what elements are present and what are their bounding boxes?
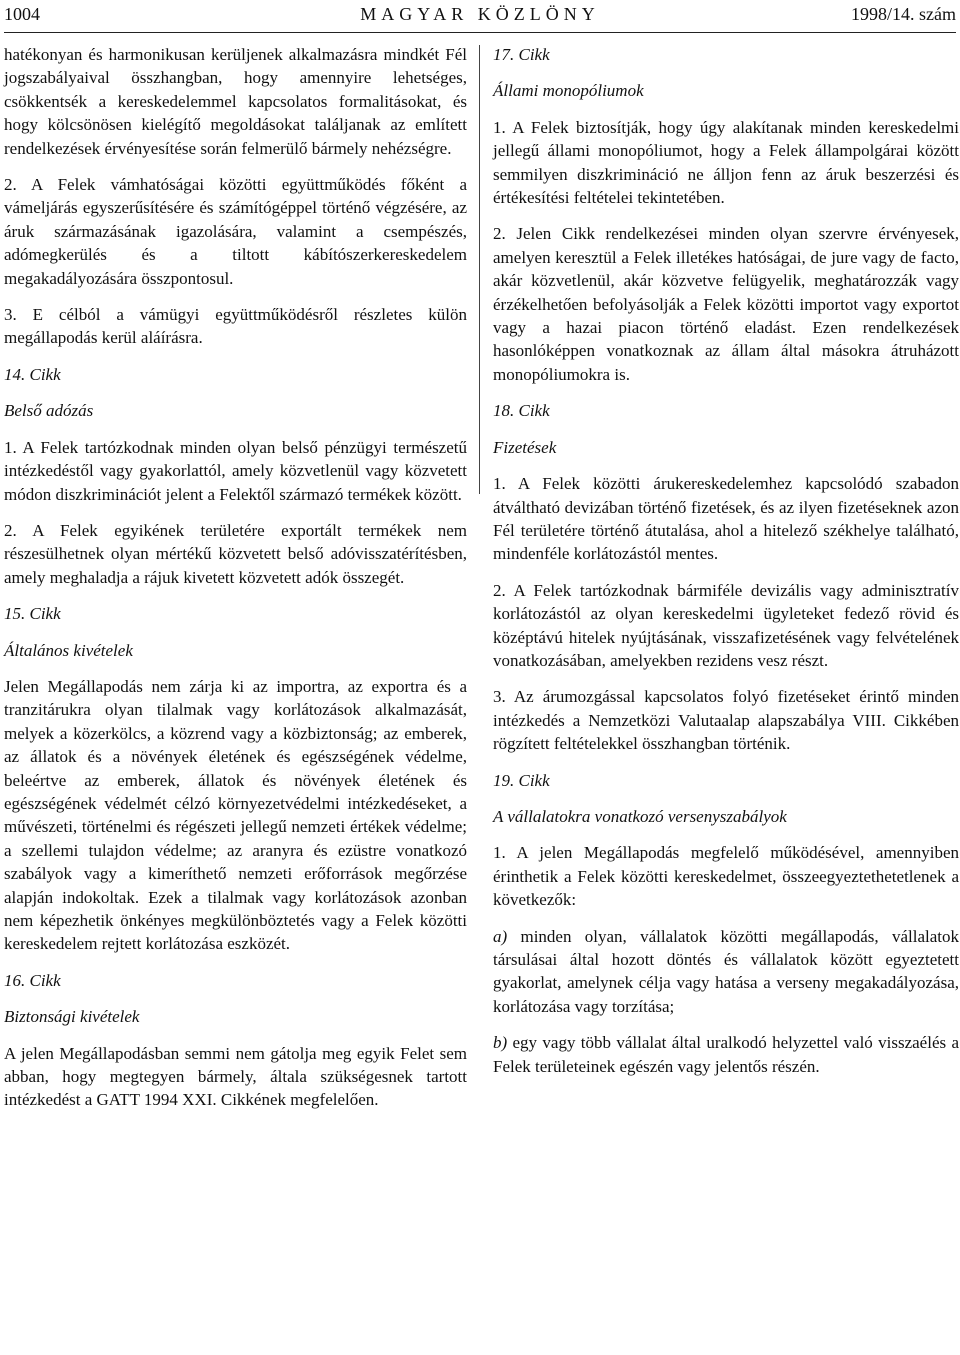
paragraph: hatékonyan és harmonikusan kerüljenek alkalmazásra mindkét Fél jogszabályaival összhangban, hogy amennyire lehetséges, csökkentsék a kereskedelemmel kapcsolatos formalitásokat, és hogy kölcsönösen kielégítő megoldásokat találjanak az említett rendelkezések érvényesítése során felmerülő bármely nehézségre. (4, 45, 467, 158)
article-number: 19. Cikk (493, 770, 550, 790)
article-number: 17. Cikk (493, 45, 550, 64)
paragraph: A jelen Megállapodásban semmi nem gátolja meg egyik Felet sem abban, hogy megtegyen bármely, általa szükségesnek tartott intézkedést a GATT 1994 XXI. Cikkének megfelelően. (4, 1043, 467, 1110)
header-rule (4, 32, 956, 33)
journal-title: MAGYAR KÖZLÖNY (360, 4, 600, 24)
article-title: Biztonsági kivételek (4, 1007, 140, 1027)
list-item (493, 925, 959, 1019)
paragraph: 3. Az árumozgással kapcsolatos folyó fizetéseket érintő minden intézkedés a Nemzetközi Valutaalap alapszabálya VIII. Cikkében rögzített feltételekkel összhangban történik. (493, 687, 959, 754)
list-item-text: egy vagy több vállalat által uralkodó helyzettel való visszaélés a Felek területeinek egészén vagy jelentős részén. (493, 1033, 959, 1076)
article-number: 18. Cikk (493, 401, 550, 421)
paragraph: 1. A Felek tartózkodnak minden olyan belső pénzügyi természetű intézkedéstől vagy gyakorlattól, amely közvetlenül vagy közvetett módon diszkriminációt jelent a Felektől származó termékek között. (4, 437, 467, 504)
article-title: Állami monopóliumok (493, 81, 644, 101)
list-item-text: minden olyan, vállalatok közötti megállapodás, vállalatok társulásai által hozott döntés és vállalatok között egyeztetett gyakorlat, amelynek célja vagy hatása a verseny megakadályozása, korlátozása vagy torzítása; (493, 926, 960, 1016)
list-marker: a) (493, 926, 508, 946)
article-number: 14. Cikk (4, 364, 61, 384)
paragraph: 2. A Felek egyikének területére exportált termékek nem részesülhetnek olyan mértékű közvetett belső adóvisszatérítésben, amely meghaladja a rájuk kivetett közvetett adók összegét. (4, 520, 467, 587)
article-title: A vállalatokra vonatkozó versenyszabályok (493, 806, 787, 826)
list-marker: b) (493, 1033, 508, 1053)
article-title: Fizetések (493, 437, 557, 457)
article-number: 15. Cikk (4, 604, 61, 624)
column-divider (479, 45, 480, 494)
paragraph: 2. A Felek tartózkodnak bármiféle devizális vagy adminisztratív korlátozástól az olyan kereskedelmi ügyleteket fedező rövid és középtávú hitelek nyújtásának, visszafizetésének vagy felvételének vonatkozásában, amelyekben rezidens vesz részt. (493, 580, 959, 670)
paragraph: 1. A Felek közötti árukereskedelemhez kapcsolódó szabadon átváltható devizában történő fizetések, és az ilyen fizetéseknek azon Fél területére történő átutalása, ahol a hitelező székhelye található, mindenféle korlátozástól mentes. (493, 474, 959, 564)
article-number: 16. Cikk (4, 970, 61, 990)
article-title: Belső adózás (4, 401, 94, 421)
left-column (4, 43, 467, 1125)
paragraph: 3. E célból a vámügyi együttműködésről részletes külön megállapodás kerül aláírásra. (4, 305, 467, 348)
paragraph: 2. Jelen Cikk rendelkezései minden olyan szervre érvényesek, amelyen keresztül a Felek illetékes hatóságai, de jure vagy de facto, akár közvetlenül, akár közvetve felügyelik, meghatározzák vagy érzékelhetően befolyásolják a Felek közötti importot vagy exportot vagy a hazai piacon történő eladást. Ezen rendelkezések hasonlóképpen vonatkoznak az állam által másokra átruházott monopóliumokra is. (493, 224, 959, 384)
right-column (493, 43, 959, 1091)
paragraph: Jelen Megállapodás nem zárja ki az importra, az exportra és a tranzitárukra olyan tilalmak vagy korlátozások alkalmazását, melyek a közerkölcs, a közrend vagy a közbiztonság; az emberek, az állatok és a növények életének és egészségének védelme, beleértve az emberek, állatok és növények életének és egészségének védelmét célzó környezetvédelmi intézkedéseket, a művészeti, történelmi és régészeti jellegű nemzeti értékek védelme; a szellemi tulajdon védelme; az aranyra és ezüstre vonatkozó szabályok vagy a kimeríthető nemzeti erőforrások megőrzése alapján indokoltak. Ezek a tilalmak vagy korlátozások azonban nem képezhetik önkényes megkülönböztetés vagy a Felek közötti kereskedelem rejtett korlátozása eszközét. (4, 676, 467, 954)
list-item (493, 1031, 959, 1078)
issue-number: 1998/14. szám (851, 4, 956, 24)
page-number: 1004 (4, 4, 40, 24)
article-title: Általános kivételek (4, 640, 133, 660)
paragraph: 2. A Felek vámhatóságai közötti együttműködés főként a vámeljárás egyszerűsítésére és számítógéppel történő végzésére, az áruk származásának igazolására, valamint a csempészés, adómegkerülés és a tiltott kábítószerkereskedelem megakadályozására összpontosul. (4, 175, 467, 288)
page-header (4, 4, 956, 28)
paragraph: 1. A jelen Megállapodás megfelelő működésével, amennyiben érinthetik a Felek közötti kereskedelmet, összeegyeztethetetlenek a következők: (493, 843, 959, 910)
paragraph: 1. A Felek biztosítják, hogy úgy alakítanak minden kereskedelmi jellegű állami monopóliumot, hogy a Felek állampolgárai között semmilyen diszkrimináció ne álljon fenn az áruk beszerzési és értékesítési feltételei tekintetében. (493, 117, 959, 208)
